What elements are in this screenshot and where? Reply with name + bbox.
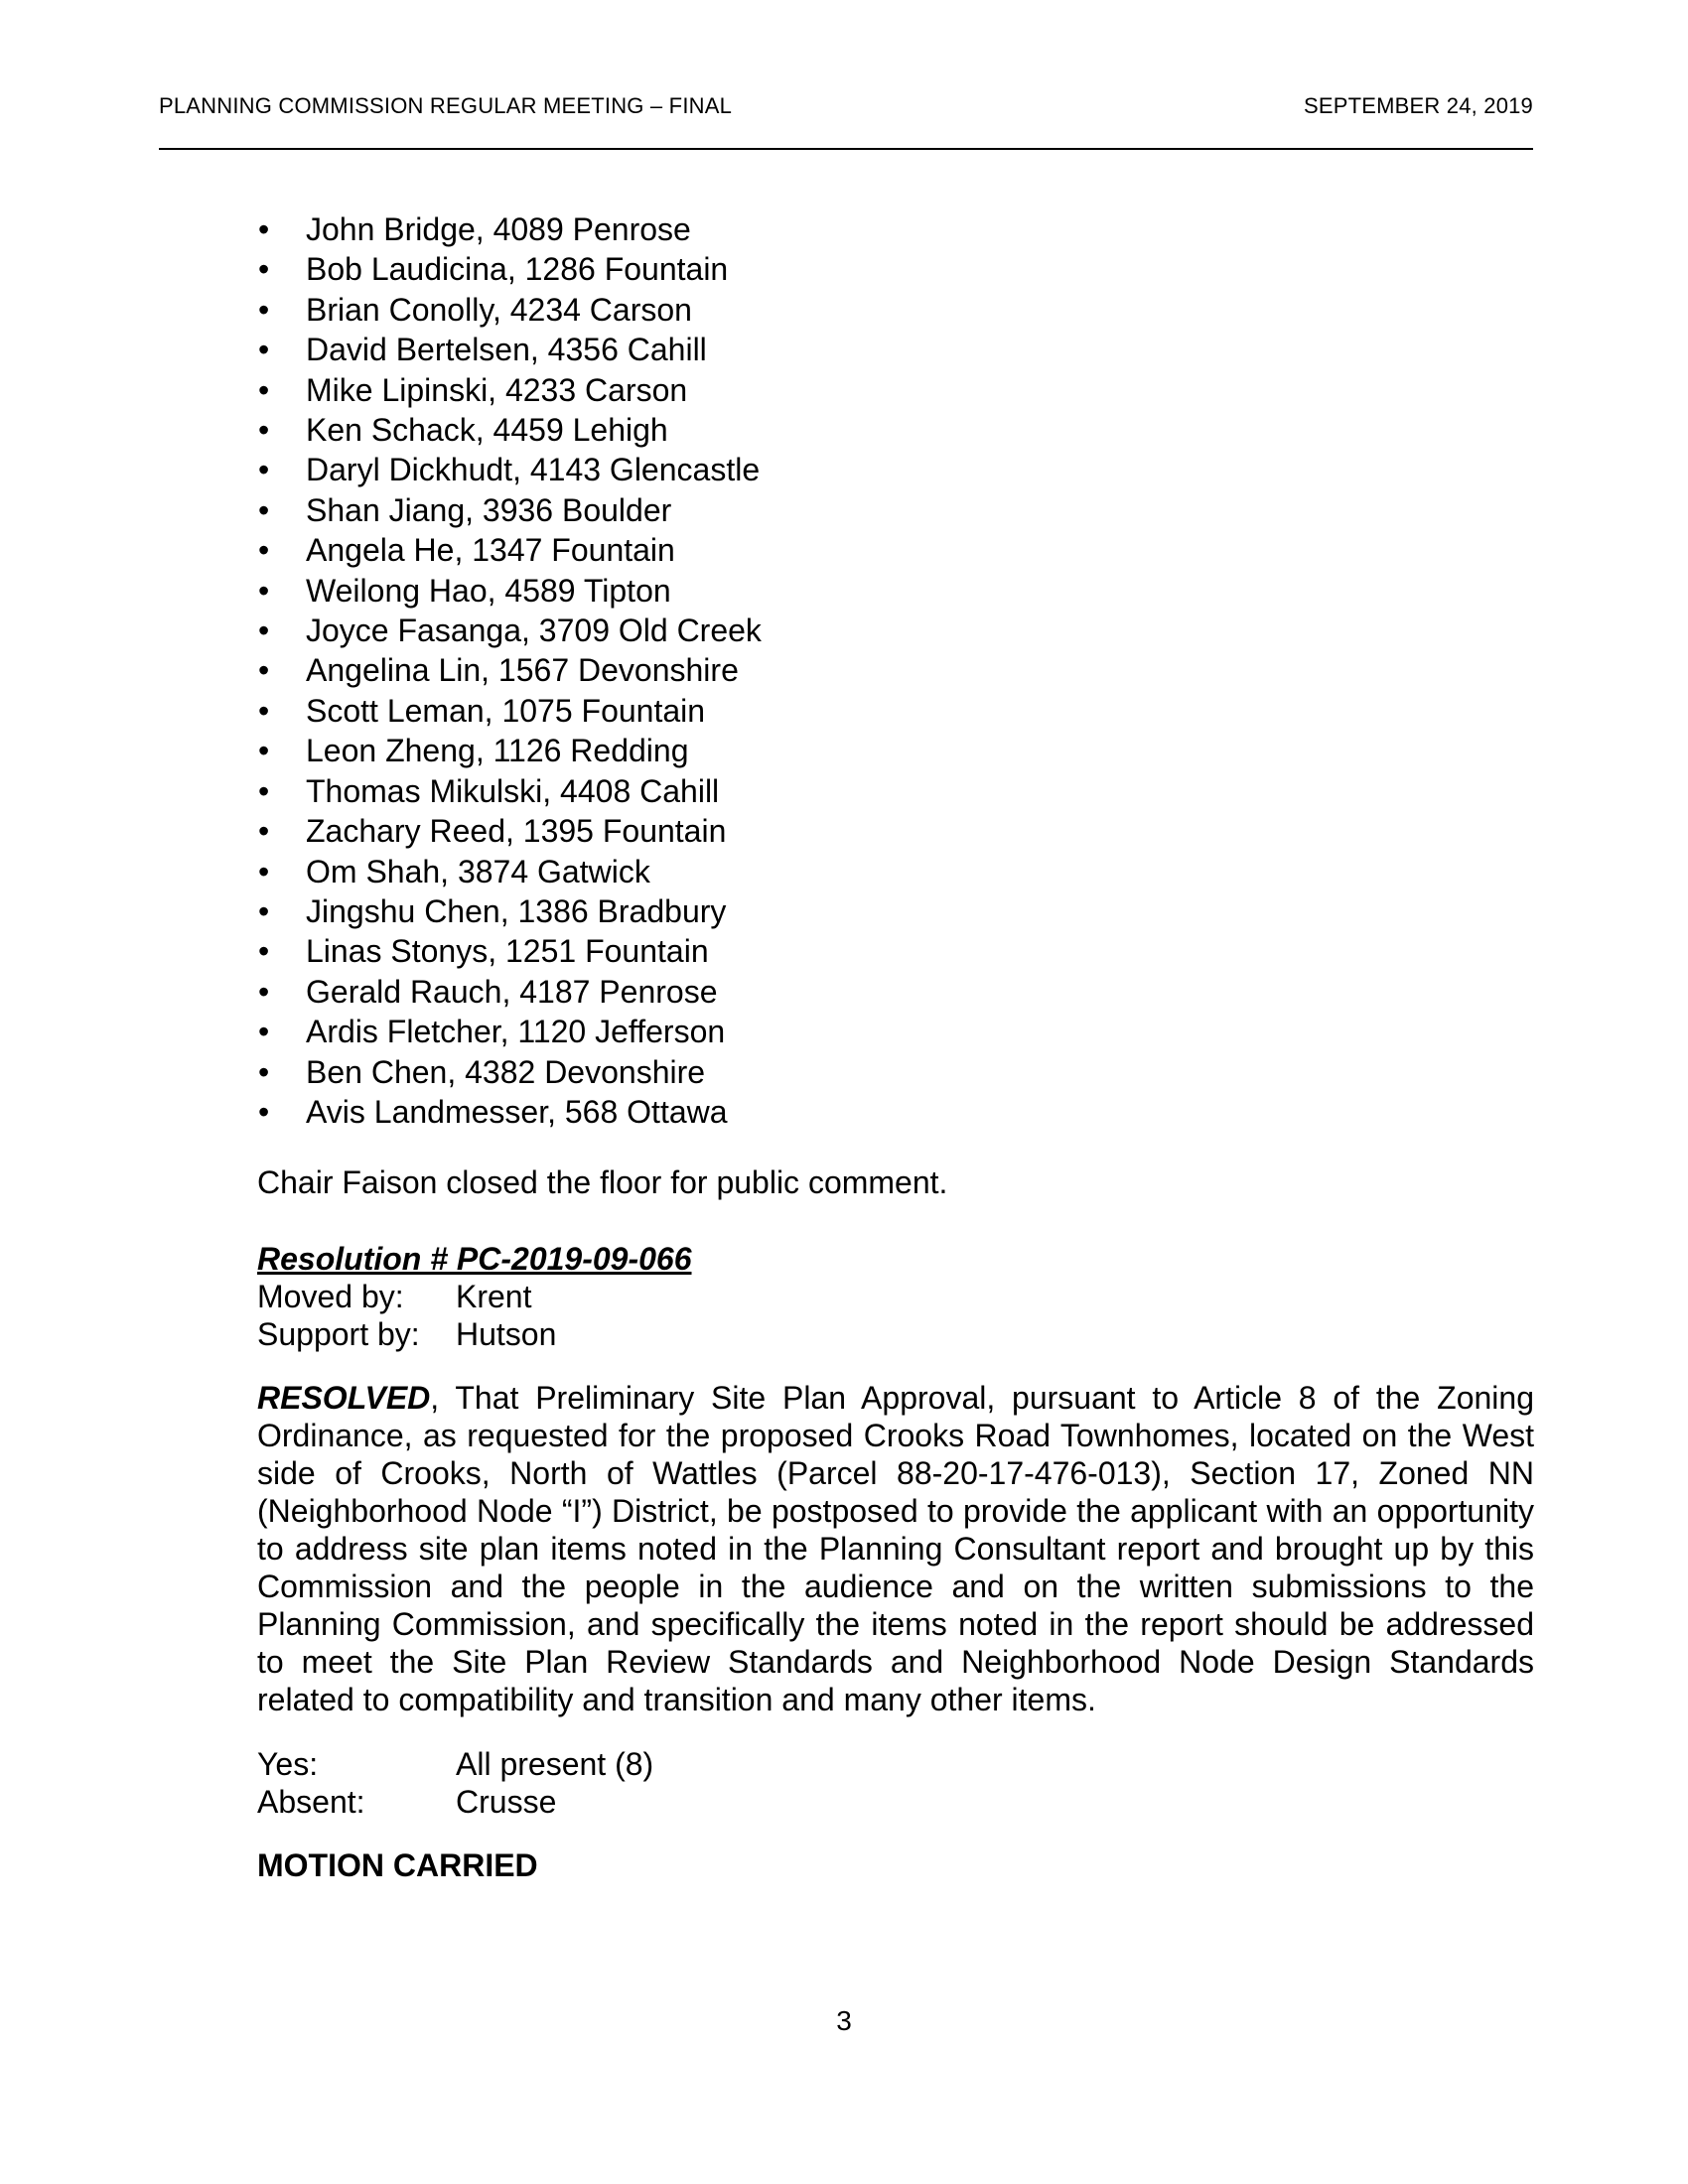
attendee-item xyxy=(258,731,762,770)
attendee-item xyxy=(258,1092,762,1132)
attendee-text: Joyce Fasanga, 3709 Old Creek xyxy=(306,613,762,649)
resolution-text: , That Preliminary Site Plan Approval, pursuant to Article 8 of the Zoning Ordinance, as requested for the proposed Crooks Road Townhomes, located on the West side of Crooks, North of Wattles (Parcel 88-20-17-476-013), Section 17, Zoned NN (Neighborhood Node “I”) District, be postposed to provide the applicant with an opportunity to address site plan items noted in the Planning Consultant report and brought up by this Commission and the people in the audience and on the written submissions to the Planning Commission, and specifically the items noted in the report should be addressed to meet the Site Plan Review Standards and Neighborhood Node Design Standards related to compatibility and transition and many other items. xyxy=(257,1380,1534,1717)
attendee-item xyxy=(258,410,762,450)
motion-outcome: MOTION CARRIED xyxy=(257,1847,538,1883)
attendee-item xyxy=(258,1012,762,1051)
bullet-icon: • xyxy=(258,853,270,889)
attendee-text: David Bertelsen, 4356 Cahill xyxy=(306,332,707,368)
bullet-icon: • xyxy=(258,933,270,970)
bullet-icon: • xyxy=(258,211,270,247)
attendee-text: Avis Landmesser, 568 Ottawa xyxy=(306,1093,728,1130)
attendee-text: Leon Zheng, 1126 Redding xyxy=(306,733,689,769)
vote-absent-label: Absent: xyxy=(257,1784,365,1820)
support-by-row xyxy=(257,1315,556,1353)
resolved-keyword: RESOLVED xyxy=(257,1380,431,1416)
attendee-item xyxy=(258,852,762,891)
header-date: SEPTEMBER 24, 2019 xyxy=(1303,93,1533,118)
vote-absent-value: Crusse xyxy=(456,1784,557,1820)
bullet-icon: • xyxy=(258,452,270,488)
bullet-icon: • xyxy=(258,613,270,649)
attendee-text: Ken Schack, 4459 Lehigh xyxy=(306,412,668,449)
bullet-icon: • xyxy=(258,572,270,609)
vote-yes-row xyxy=(257,1745,653,1783)
attendee-item xyxy=(258,370,762,410)
bullet-icon: • xyxy=(258,371,270,408)
bullet-icon: • xyxy=(258,532,270,569)
resolution-title: Resolution # PC-2019-09-066 xyxy=(257,1241,692,1277)
attendee-text: Angela He, 1347 Fountain xyxy=(306,532,675,569)
attendee-text: Daryl Dickhudt, 4143 Glencastle xyxy=(306,452,761,488)
attendee-text: Om Shah, 3874 Gatwick xyxy=(306,853,650,889)
attendee-item xyxy=(258,530,762,570)
vote-yes-value: All present (8) xyxy=(456,1746,654,1782)
bullet-icon: • xyxy=(258,491,270,528)
attendee-text: Thomas Mikulski, 4408 Cahill xyxy=(306,772,720,809)
attendee-text: Ardis Fletcher, 1120 Jefferson xyxy=(306,1014,726,1050)
attendee-text: Gerald Rauch, 4187 Penrose xyxy=(306,973,718,1010)
attendee-text: Linas Stonys, 1251 Fountain xyxy=(306,933,709,970)
attendee-item xyxy=(258,490,762,530)
header-meeting-title: PLANNING COMMISSION REGULAR MEETING – FINAL xyxy=(159,93,733,118)
attendee-item xyxy=(258,330,762,369)
attendee-item xyxy=(258,972,762,1012)
resolution-body xyxy=(257,1379,1534,1718)
attendee-text: Mike Lipinski, 4233 Carson xyxy=(306,371,688,408)
attendee-text: Bob Laudicina, 1286 Fountain xyxy=(306,251,729,288)
vote-yes-label: Yes: xyxy=(257,1746,319,1782)
attendee-item xyxy=(258,650,762,690)
moved-by-row xyxy=(257,1278,531,1315)
attendee-item xyxy=(258,249,762,289)
moved-by-value: Krent xyxy=(456,1279,532,1314)
attendee-text: Zachary Reed, 1395 Fountain xyxy=(306,813,727,850)
header-divider xyxy=(159,148,1533,150)
attendee-item xyxy=(258,611,762,650)
page-header xyxy=(159,93,1533,119)
closed-comment-text: Chair Faison closed the floor for public comment. xyxy=(257,1164,948,1200)
bullet-icon: • xyxy=(258,772,270,809)
bullet-icon: • xyxy=(258,692,270,729)
bullet-icon: • xyxy=(258,892,270,929)
support-by-label: Support by: xyxy=(257,1316,420,1352)
attendee-text: Jingshu Chen, 1386 Bradbury xyxy=(306,892,727,929)
attendee-text: Scott Leman, 1075 Fountain xyxy=(306,692,706,729)
page-number: 3 xyxy=(836,2005,852,2036)
attendee-list xyxy=(258,209,762,1132)
attendee-text: Brian Conolly, 4234 Carson xyxy=(306,291,692,328)
bullet-icon: • xyxy=(258,1014,270,1050)
attendee-item xyxy=(258,450,762,489)
bullet-icon: • xyxy=(258,291,270,328)
attendee-text: Angelina Lin, 1567 Devonshire xyxy=(306,652,739,689)
bullet-icon: • xyxy=(258,1093,270,1130)
attendee-item xyxy=(258,891,762,931)
attendee-item xyxy=(258,209,762,249)
bullet-icon: • xyxy=(258,1053,270,1090)
attendee-text: John Bridge, 4089 Penrose xyxy=(306,211,691,247)
attendee-text: Ben Chen, 4382 Devonshire xyxy=(306,1053,706,1090)
attendee-item xyxy=(258,811,762,851)
attendee-item xyxy=(258,771,762,811)
moved-by-label: Moved by: xyxy=(257,1279,404,1314)
attendee-item xyxy=(258,571,762,611)
bullet-icon: • xyxy=(258,412,270,449)
bullet-icon: • xyxy=(258,652,270,689)
attendee-item xyxy=(258,1052,762,1092)
vote-absent-row xyxy=(257,1783,556,1821)
bullet-icon: • xyxy=(258,733,270,769)
attendee-item xyxy=(258,931,762,971)
bullet-icon: • xyxy=(258,251,270,288)
bullet-icon: • xyxy=(258,332,270,368)
attendee-item xyxy=(258,290,762,330)
support-by-value: Hutson xyxy=(456,1316,557,1352)
attendee-item xyxy=(258,691,762,731)
attendee-text: Weilong Hao, 4589 Tipton xyxy=(306,572,671,609)
bullet-icon: • xyxy=(258,813,270,850)
bullet-icon: • xyxy=(258,973,270,1010)
attendee-text: Shan Jiang, 3936 Boulder xyxy=(306,491,672,528)
